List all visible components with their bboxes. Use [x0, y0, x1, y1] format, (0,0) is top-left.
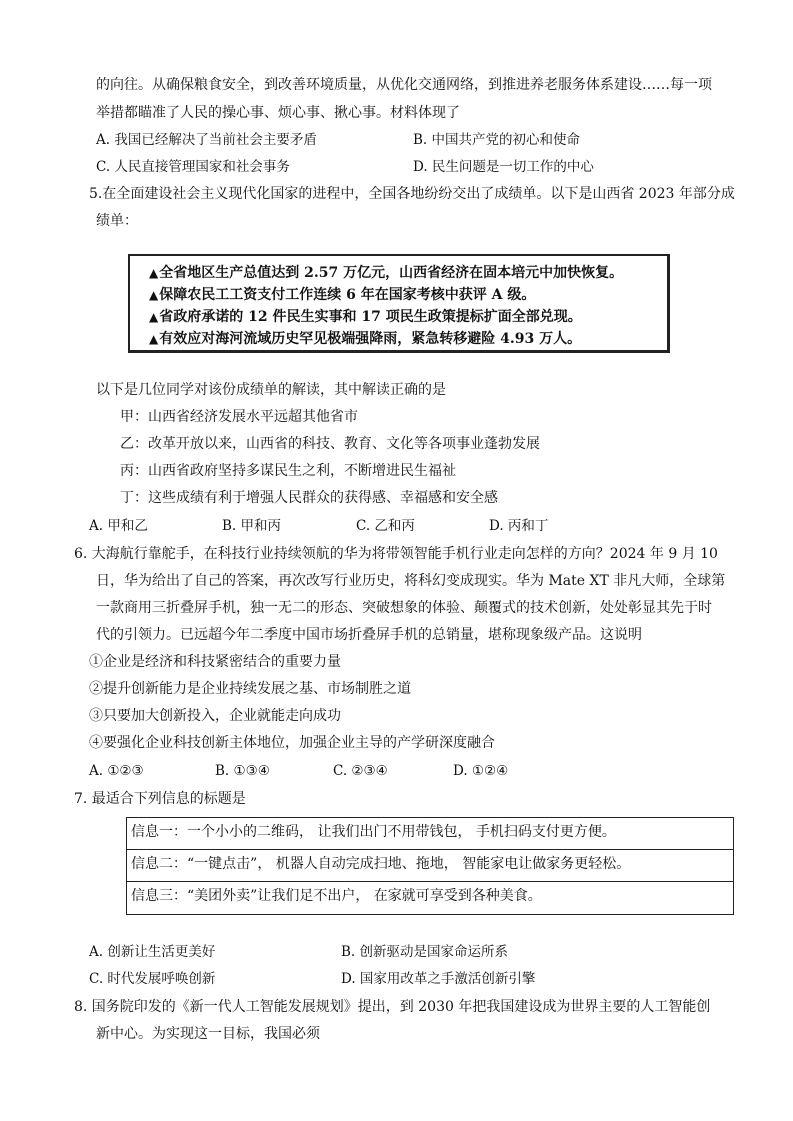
- q5-option-b: B. 甲和丙: [222, 518, 282, 534]
- q7-option-c: C. 时代发展呼唤创新: [89, 971, 216, 987]
- q6-stem-line-2: 日，华为给出了自己的答案，再次改写行业历史，将科幻变成现实。华为 Mate XT 非凡大师，全球第: [96, 573, 726, 589]
- q6-stem-line-1: 6. 大海航行靠舵手，在科技行业持续领航的华为将带领智能手机行业走向怎样的方向？2024 年 9 月 10: [74, 546, 718, 562]
- q7-stem: 7. 最适合下列信息的标题是: [74, 791, 246, 807]
- q6-stem-line-4: 代的引领力。已远超今年二季度中国市场折叠屏手机的总销量，堪称现象级产品。这说明: [96, 627, 642, 643]
- q7-info-row: [127, 882, 733, 914]
- q6-item-4: ④要强化企业科技创新主体地位，加强企业主导的产学研深度融合: [89, 735, 495, 751]
- q7-info-2: 信息二：“一键点击”， 机器人自动完成扫地、拖地， 智能家电让做家务更轻松。: [131, 856, 631, 872]
- triangle-icon: ▲: [149, 266, 159, 280]
- q7-info-table: [126, 817, 734, 915]
- q4-stem-line-2: 举措都瞄准了人民的操心事、烦心事、揪心事。材料体现了: [96, 105, 460, 121]
- q4-option-d: D. 民生问题是一切工作的中心: [413, 159, 594, 175]
- q4-option-a: A. 我国已经解决了当前社会主要矛盾: [96, 132, 317, 148]
- q6-stem-line-3: 一款商用三折叠屏手机，独一无二的形态、突破想象的体验、颠覆式的技术创新，处处彰显其先于时: [96, 600, 712, 616]
- q4-option-c: C. 人民直接管理国家和社会事务: [96, 159, 290, 175]
- q5-option-a: A. 甲和乙: [89, 518, 148, 534]
- q5-prompt: 以下是几位同学对该份成绩单的解读，其中解读正确的是: [96, 382, 446, 398]
- q5-box-line-1: ▲全省地区生产总值达到 2.57 万亿元，山西省经济在固本培元中加快恢复。: [149, 265, 624, 281]
- q5-box-line-4: ▲有效应对海河流域历史罕见极端强降雨，紧急转移避险 4.93 万人。: [149, 331, 582, 347]
- triangle-icon: ▲: [149, 332, 159, 346]
- q5-reading-jia: 甲：山西省经济发展水平远超其他省市: [120, 409, 358, 425]
- triangle-icon: ▲: [149, 288, 159, 302]
- q7-info-row: [127, 850, 733, 882]
- q5-box-line-3: ▲省政府承诺的 12 件民生实事和 17 项民生政策提标扩面全部兑现。: [149, 309, 582, 325]
- q7-info-row: [127, 818, 733, 850]
- q5-reading-yi: 乙：改革开放以来，山西省的科技、教育、文化等各项事业蓬勃发展: [120, 436, 540, 452]
- q5-stem-line-1: 5.在全面建设社会主义现代化国家的进程中，全国各地纷纷交出了成绩单。以下是山西省 2023 年部分成: [89, 186, 735, 202]
- q4-stem-line-1: 的向往。从确保粮食安全，到改善环境质量，从优化交通网络，到推进养老服务体系建设……每一项: [96, 77, 712, 93]
- q6-option-d: D. ①②④: [453, 763, 509, 779]
- q4-option-b: B. 中国共产党的初心和使命: [413, 132, 581, 148]
- q7-option-b: B. 创新驱动是国家命运所系: [341, 944, 509, 960]
- triangle-icon: ▲: [149, 310, 159, 324]
- q6-option-c: C. ②③④: [333, 763, 388, 779]
- q6-item-3: ③只要加大创新投入，企业就能走向成功: [89, 708, 341, 724]
- q5-reading-ding: 丁：这些成绩有利于增强人民群众的获得感、幸福感和安全感: [120, 490, 498, 506]
- q6-option-a: A. ①②③: [89, 763, 144, 779]
- q5-option-d: D. 丙和丁: [489, 518, 549, 534]
- q7-option-d: D. 国家用改革之手激活创新引擎: [341, 971, 536, 987]
- q5-box-line-2: ▲保障农民工工资支付工作连续 6 年在国家考核中获评 A 级。: [149, 287, 536, 303]
- q5-option-c: C. 乙和丙: [356, 518, 415, 534]
- q5-reading-bing: 丙：山西省政府坚持多谋民生之利，不断增进民生福祉: [120, 463, 456, 479]
- q7-option-a: A. 创新让生活更美好: [89, 944, 216, 960]
- q7-info-3: 信息三：“美团外卖”让我们足不出户， 在家就可享受到各种美食。: [131, 888, 542, 904]
- q7-info-1: 信息一：一个小小的二维码， 让我们出门不用带钱包， 手机扫码支付更方便。: [131, 824, 616, 840]
- q6-option-b: B. ①③④: [215, 763, 270, 779]
- q5-achievement-box: [128, 254, 670, 353]
- q8-stem-line-2: 新中心。为实现这一目标，我国必须: [96, 1026, 320, 1042]
- q8-stem-line-1: 8. 国务院印发的《新一代人工智能发展规划》提出，到 2030 年把我国建设成为世界主要的人工智能创: [74, 999, 711, 1015]
- q6-item-1: ①企业是经济和科技紧密结合的重要力量: [89, 654, 341, 670]
- q5-stem-line-2: 绩单：: [96, 213, 138, 229]
- q6-item-2: ②提升创新能力是企业持续发展之基、市场制胜之道: [89, 681, 411, 697]
